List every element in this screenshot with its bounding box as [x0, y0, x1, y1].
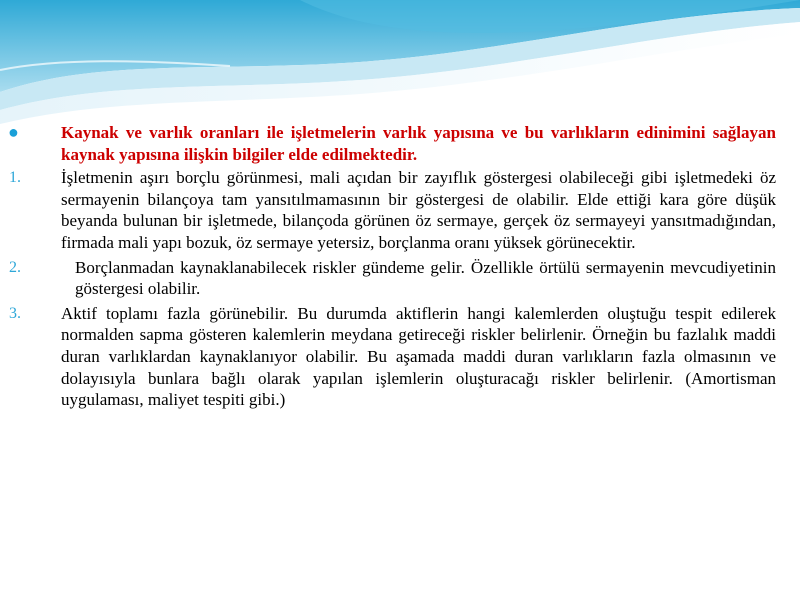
item-number: 2. [9, 258, 21, 276]
item-text: İşletmenin aşırı borçlu görünmesi, mali açıdan bir zayıflık göstergesi olabileceği gibi işletmedeki öz sermayenin bilançoya tam yansıtılmamasının bir göstergesi de olabilir. Elde ettiği kara göre düşük beyanda bulunan bir işletmede, bilançoda görünen öz sermaye, gerçek öz sermayeyi yansıtmadığından, firmada mali yapı bozuk, öz sermaye yetersiz, borçlanma oranı yüksek görünecektir. [61, 168, 776, 252]
numbered-item-2 [0, 257, 800, 300]
item-text: Borçlanmadan kaynaklanabilecek riskler gündeme gelir. Özellikle örtülü sermayenin mevcudiyetinin göstergesi olabilir. [75, 257, 776, 299]
item-text: Aktif toplamı fazla görünebilir. Bu durumda aktiflerin hangi kalemlerden oluştuğu tespit edilerek normalden sapma gösteren kalemlerin meydana getireceği riskler belirlenir. Örneğin bu fazlalık maddi duran varlıklardan kaynaklanıyor olabilir. Bu aşamada maddi duran varlıkların fazla olmasının ve dolayısıyla bunlara bağlı olarak yapılan işlemlerin oluşturacağı riskler belirlenir. (Amortisman uygulaması, maliyet tespiti gibi.) [61, 303, 776, 410]
numbered-item-1 [0, 167, 800, 253]
item-number: 1. [9, 169, 21, 187]
intro-bullet-text: Kaynak ve varlık oranları ile işletmelerin varlık yapısına ve bu varlıkların edinimini sağlayan kaynak yapısına ilişkin bilgiler elde edilmektedir. [61, 123, 776, 164]
slide-body [0, 122, 800, 411]
bullet-dot-icon: ● [8, 122, 19, 142]
intro-bullet [0, 122, 800, 165]
item-number: 3. [9, 304, 21, 322]
numbered-item-3 [0, 303, 800, 411]
decorative-wave-header [0, 0, 800, 130]
